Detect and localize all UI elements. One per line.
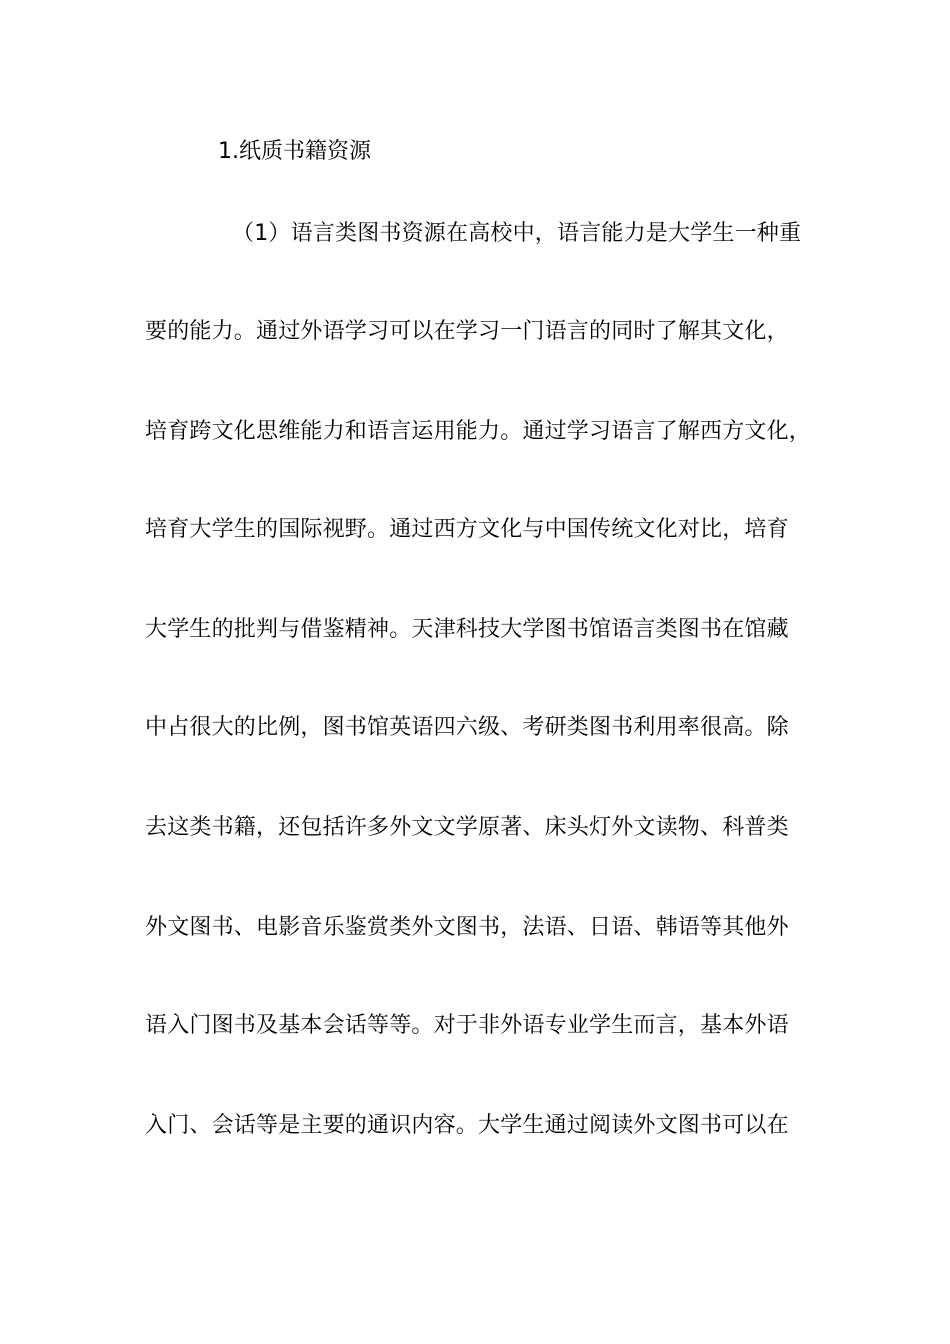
paragraph-line: 要的能力。通过外语学习可以在学习一门语言的同时了解其文化， xyxy=(145,319,789,344)
paragraph-line: 外文图书、电影音乐鉴赏类外文图书，法语、日语、韩语等其他外 xyxy=(145,915,789,940)
paragraph-line: 培育大学生的国际视野。通过西方文化与中国传统文化对比，培育 xyxy=(145,517,789,542)
paragraph-line: 语入门图书及基本会话等等。对于非外语专业学生而言，基本外语 xyxy=(145,1013,789,1038)
paragraph-line: 中占很大的比例，图书馆英语四六级、考研类图书利用率很高。除 xyxy=(145,715,789,740)
paragraph-line: 大学生的批判与借鉴精神。天津科技大学图书馆语言类图书在馆藏 xyxy=(145,617,789,642)
paragraph-line: 入门、会话等是主要的通识内容。大学生通过阅读外文图书可以在 xyxy=(145,1113,789,1138)
paragraph-line: 去这类书籍，还包括许多外文文学原著、床头灯外文读物、科普类 xyxy=(145,815,789,840)
paragraph-line: （1）语言类图书资源在高校中，语言能力是大学生一种重 xyxy=(232,221,802,246)
section-heading: 1.纸质书籍资源 xyxy=(218,139,371,164)
paragraph-line: 培育跨文化思维能力和语言运用能力。通过学习语言了解西方文化， xyxy=(145,419,812,444)
